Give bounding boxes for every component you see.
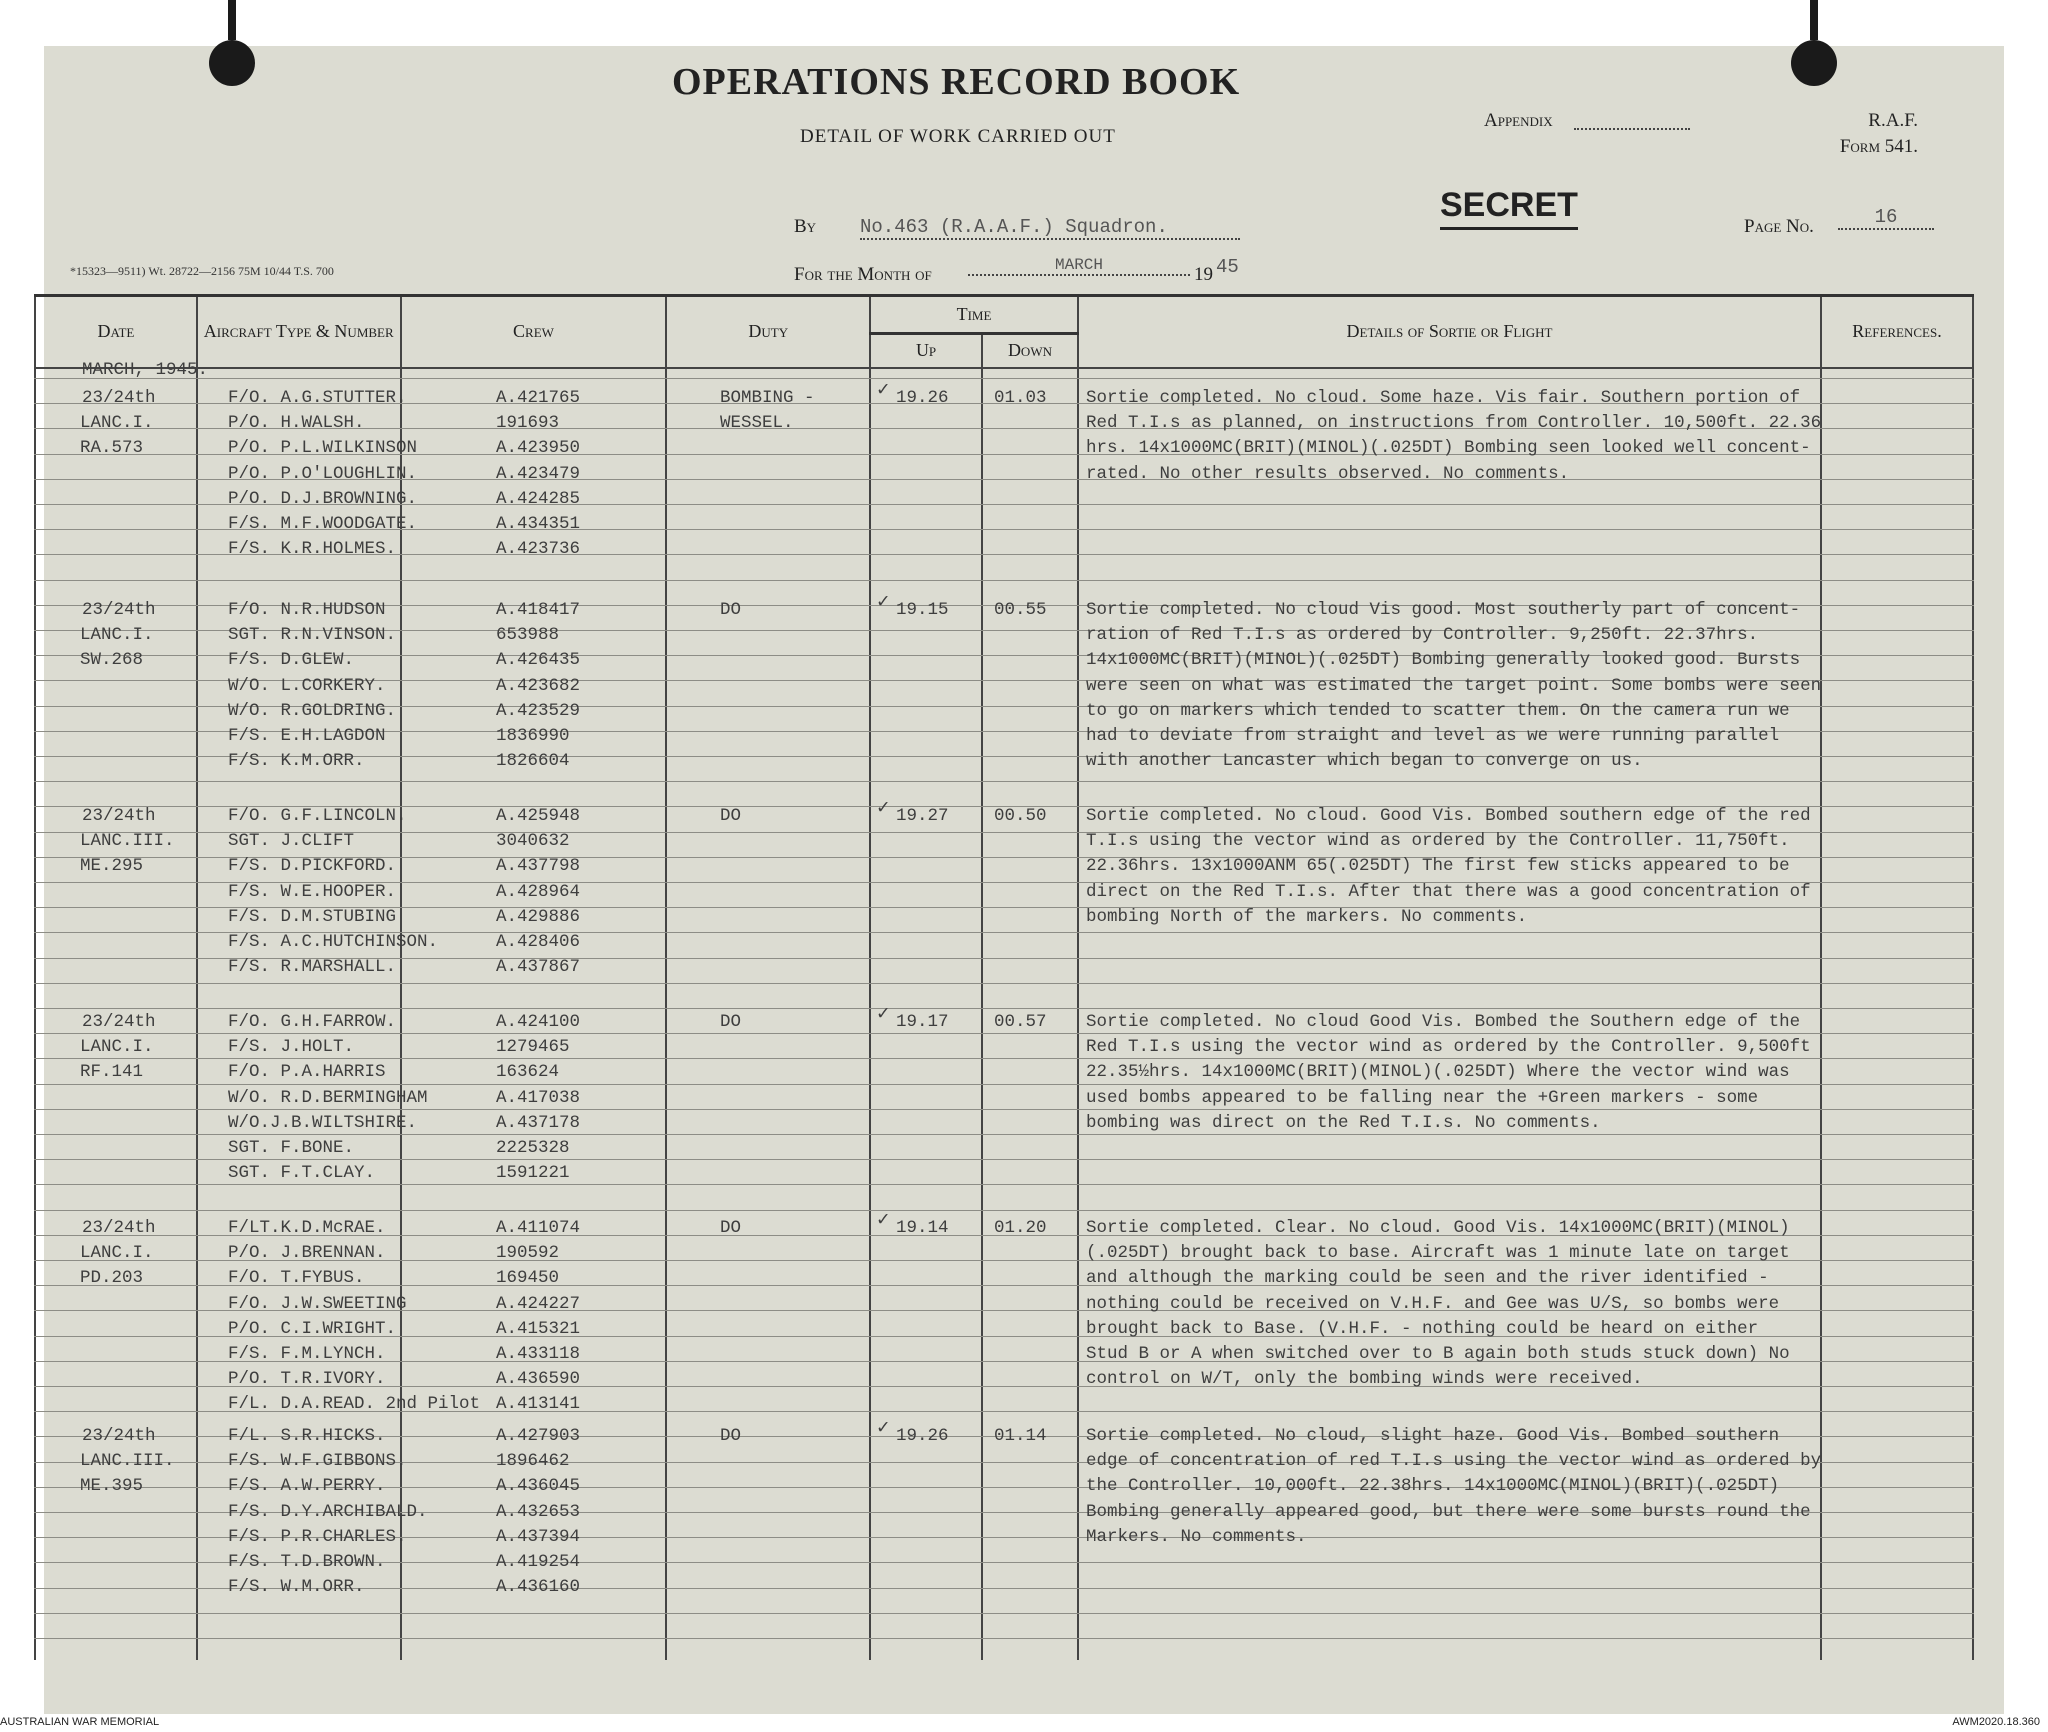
crew-number: 191693 <box>496 413 560 434</box>
time-up: 19.27 <box>896 806 949 826</box>
crew-number: A.436590 <box>496 1369 581 1390</box>
details-line: control on W/T, only the bombing winds were received. <box>1086 1369 1643 1390</box>
sortie-date: 23/24th <box>82 600 156 620</box>
duty-line: BOMBING - <box>720 388 815 408</box>
crew-number: A.418417 <box>496 600 581 620</box>
details-line: Sortie completed. No cloud Good Vis. Bombed the Southern edge of the <box>1086 1012 1801 1032</box>
crew-name: F/S. F.M.LYNCH. <box>228 1344 386 1364</box>
ruled-line <box>34 1159 1974 1160</box>
page-number: 16 <box>1838 206 1934 230</box>
details-line: and although the marking could be seen and the river identified - <box>1086 1268 1769 1289</box>
duty-line: WESSEL. <box>720 413 794 434</box>
crew-number: A.411074 <box>496 1218 581 1238</box>
ruled-line <box>34 1084 1974 1085</box>
sortie-date: 23/24th <box>82 1218 156 1238</box>
crew-number: 3040632 <box>496 831 570 852</box>
check-mark-icon: ✓ <box>876 1418 891 1438</box>
crew-name: F/O. N.R.HUDSON <box>228 600 386 620</box>
month-heading: MARCH, 1945. <box>82 360 209 380</box>
time-up: 19.15 <box>896 600 949 620</box>
details-line: had to deviate from straight and level as we were running parallel <box>1086 726 1780 746</box>
details-line: edge of concentration of red T.I.s using the vector wind as ordered by <box>1086 1451 1822 1472</box>
crew-number: A.437394 <box>496 1526 581 1547</box>
details-line: hrs. 14x1000MC(BRIT)(MINOL)(.025DT) Bombing seen looked well concent- <box>1086 438 1811 459</box>
col-down: Down <box>982 334 1078 368</box>
check-mark-icon: ✓ <box>876 1004 891 1024</box>
crew-name: F/O. T.FYBUS. <box>228 1268 365 1289</box>
crew-number: A.417038 <box>496 1087 581 1108</box>
aircraft-line: ME.295 <box>80 856 144 877</box>
aircraft-line: ME.395 <box>80 1476 144 1497</box>
aircraft-line: LANC.I. <box>80 1243 154 1264</box>
appendix-field <box>1574 128 1690 130</box>
crew-name: F/S. K.R.HOLMES. <box>228 539 397 560</box>
details-line: Sortie completed. No cloud. Some haze. Vis fair. Southern portion of <box>1086 388 1801 408</box>
crew-name: F/S. K.M.ORR. <box>228 751 365 772</box>
crew-number: 1896462 <box>496 1451 570 1472</box>
crew-name: SGT. F.BONE. <box>228 1138 355 1158</box>
details-line: Red T.I.s as planned, on instructions from Controller. 10,500ft. 22.36 <box>1086 413 1822 434</box>
ruled-line <box>34 1613 1974 1614</box>
crew-name: F/S. M.F.WOODGATE. <box>228 514 418 534</box>
crew-number: A.413141 <box>496 1394 581 1415</box>
crew-number: A.425948 <box>496 806 581 826</box>
crew-name: F/O. A.G.STUTTER. <box>228 388 407 408</box>
details-line: the Controller. 10,000ft. 22.38hrs. 14x1000MC(MINOL)(BRIT)(.025DT) <box>1086 1476 1780 1497</box>
details-line: bombing North of the markers. No comments. <box>1086 906 1528 927</box>
time-down: 00.57 <box>994 1012 1047 1032</box>
crew-name: F/L. S.R.HICKS. <box>228 1426 386 1446</box>
by-label: By <box>794 216 817 237</box>
crew-name: SGT. R.N.VINSON. <box>228 625 397 646</box>
crew-number: A.423682 <box>496 675 581 696</box>
crew-number: A.428406 <box>496 932 581 952</box>
crew-name: F/S. D.PICKFORD. <box>228 856 397 877</box>
crew-number: 1826604 <box>496 751 570 772</box>
form-number <box>1826 108 1918 160</box>
duty-line: DO <box>720 1426 742 1446</box>
time-down: 01.03 <box>994 388 1047 408</box>
details-line: were seen on what was estimated the target point. Some bombs were seen <box>1086 675 1822 696</box>
crew-number: 1836990 <box>496 726 570 746</box>
duty-line: DO <box>720 600 742 620</box>
sortie-date: 23/24th <box>82 1426 156 1446</box>
crew-name: F/S. D.GLEW. <box>228 650 355 671</box>
duty-line: DO <box>720 1012 742 1032</box>
aircraft-line: LANC.I. <box>80 625 154 646</box>
details-line: 14x1000MC(BRIT)(MINOL)(.025DT) Bombing generally looked good. Bursts <box>1086 650 1801 671</box>
form-line-2: Form 541. <box>1839 136 1918 157</box>
details-line: brought back to Base. (V.H.F. - nothing could be heard on either <box>1086 1318 1759 1339</box>
crew-name: F/S. T.D.BROWN. <box>228 1552 386 1572</box>
crew-name: F/S. W.F.GIBBONS. <box>228 1451 407 1472</box>
footer-institution: AUSTRALIAN WAR MEMORIAL <box>0 1716 160 1728</box>
crew-number: A.423479 <box>496 463 581 484</box>
time-down: 00.55 <box>994 600 1047 620</box>
crew-number: A.424285 <box>496 488 581 509</box>
crew-name: F/S. D.Y.ARCHIBALD. <box>228 1501 428 1522</box>
ruled-line <box>34 1134 1974 1135</box>
col-date: Date <box>35 296 197 368</box>
crew-name: P/O. D.J.BROWNING. <box>228 488 418 509</box>
crew-number: 190592 <box>496 1243 560 1264</box>
crew-name: W/O.J.B.WILTSHIRE. <box>228 1112 418 1133</box>
col-duty: Duty <box>666 296 870 368</box>
month-field: MARCH <box>968 256 1190 276</box>
details-line: ration of Red T.I.s as ordered by Controller. 9,250ft. 22.37hrs. <box>1086 625 1759 646</box>
ruled-line <box>34 1058 1974 1059</box>
col-time: Time <box>870 296 1078 334</box>
crew-number: A.424227 <box>496 1293 581 1314</box>
sortie-date: 23/24th <box>82 388 156 408</box>
crew-number: A.436160 <box>496 1577 581 1598</box>
col-details: Details of Sortie or Flight <box>1078 296 1821 368</box>
time-down: 01.20 <box>994 1218 1047 1238</box>
time-up: 19.14 <box>896 1218 949 1238</box>
aircraft-line: RA.573 <box>80 438 144 459</box>
crew-number: A.434351 <box>496 514 581 534</box>
crew-name: F/S. R.MARSHALL. <box>228 957 397 978</box>
crew-number: A.427903 <box>496 1426 581 1446</box>
details-line: rated. No other results observed. No comments. <box>1086 463 1570 484</box>
crew-number: A.423736 <box>496 539 581 560</box>
crew-number: 169450 <box>496 1268 560 1289</box>
crew-number: A.436045 <box>496 1476 581 1497</box>
duty-line: DO <box>720 1218 742 1238</box>
footer-reference: AWM2020.18.360 <box>1952 1716 2040 1728</box>
aircraft-line: LANC.III. <box>80 1451 175 1472</box>
details-line: nothing could be received on V.H.F. and Gee was U/S, so bombs were <box>1086 1293 1780 1314</box>
details-line: 22.35½hrs. 14x1000MC(BRIT)(MINOL)(.025DT) Where the vector wind was <box>1086 1062 1790 1083</box>
crew-name: P/O. P.O'LOUGHLIN. <box>228 463 418 484</box>
details-line: Stud B or A when switched over to B again both studs stuck down) No <box>1086 1344 1790 1364</box>
sortie-date: 23/24th <box>82 806 156 826</box>
crew-number: A.428964 <box>496 881 581 902</box>
crew-number: A.437178 <box>496 1112 581 1133</box>
ruled-line <box>34 983 1974 984</box>
details-line: Markers. No comments. <box>1086 1526 1307 1547</box>
crew-name: W/O. R.GOLDRING. <box>228 700 397 721</box>
ruled-line <box>34 580 1974 581</box>
crew-number: 2225328 <box>496 1138 570 1158</box>
details-line: 22.36hrs. 13x1000ANM 65(.025DT) The first few sticks appeared to be <box>1086 856 1790 877</box>
crew-name: F/O. P.A.HARRIS <box>228 1062 386 1083</box>
aircraft-line: RF.141 <box>80 1062 144 1083</box>
details-line: Red T.I.s using the vector wind as ordered by the Controller. 9,500ft <box>1086 1037 1811 1058</box>
duty-line: DO <box>720 806 742 826</box>
crew-name: P/O. J.BRENNAN. <box>228 1243 386 1264</box>
crew-name: F/S. E.H.LAGDON <box>228 726 386 746</box>
details-line: T.I.s using the vector wind as ordered by the Controller. 11,750ft. <box>1086 831 1790 852</box>
ruled-line <box>34 1638 1974 1639</box>
col-references: References. <box>1821 296 1973 368</box>
crew-name: F/S. W.E.HOOPER. <box>228 881 397 902</box>
time-down: 00.50 <box>994 806 1047 826</box>
page-subtitle: DETAIL OF WORK CARRIED OUT <box>800 126 1116 147</box>
crew-name: F/S. D.M.STUBING <box>228 906 397 927</box>
details-line: used bombs appeared to be falling near the +Green markers - some <box>1086 1087 1759 1108</box>
year-suffix: 45 <box>1216 256 1239 278</box>
page-number-label: Page No. <box>1744 216 1814 237</box>
crew-name: W/O. R.D.BERMINGHAM <box>228 1087 428 1108</box>
crew-name: F/S. W.M.ORR. <box>228 1577 365 1598</box>
time-down: 01.14 <box>994 1426 1047 1446</box>
form-line-1: R.A.F. <box>1868 110 1918 131</box>
details-line: Sortie completed. Clear. No cloud. Good Vis. 14x1000MC(BRIT)(MINOL) <box>1086 1218 1790 1238</box>
aircraft-line: LANC.I. <box>80 1037 154 1058</box>
ruled-line <box>34 1184 1974 1185</box>
aircraft-line: LANC.I. <box>80 413 154 434</box>
crew-name: F/O. G.H.FARROW. <box>228 1012 397 1032</box>
aircraft-line: SW.268 <box>80 650 144 671</box>
crew-number: 163624 <box>496 1062 560 1083</box>
crew-name: P/O. H.WALSH. <box>228 413 365 434</box>
details-line: (.025DT) brought back to base. Aircraft was 1 minute late on target <box>1086 1243 1790 1264</box>
crew-number: A.429886 <box>496 906 581 927</box>
crew-name: P/O. P.L.WILKINSON <box>228 438 418 459</box>
details-line: Bombing generally appeared good, but there were some bursts round the <box>1086 1501 1811 1522</box>
ruled-line <box>34 781 1974 782</box>
crew-name: F/S. J.HOLT. <box>228 1037 355 1058</box>
col-crew: Crew <box>401 296 667 368</box>
crew-number: 653988 <box>496 625 560 646</box>
sortie-date: 23/24th <box>82 1012 156 1032</box>
squadron-field: No.463 (R.A.A.F.) Squadron. <box>860 216 1240 240</box>
details-line: Sortie completed. No cloud. Good Vis. Bombed southern edge of the red <box>1086 806 1811 826</box>
crew-name: SGT. F.T.CLAY. <box>228 1163 376 1184</box>
check-mark-icon: ✓ <box>876 1210 891 1230</box>
page-title: OPERATIONS RECORD BOOK <box>672 61 1241 103</box>
crew-number: A.424100 <box>496 1012 581 1032</box>
ruled-line <box>34 378 1974 379</box>
crew-name: F/S. A.C.HUTCHINSON. <box>228 932 439 952</box>
details-line: to go on markers which tended to scatter them. On the camera run we <box>1086 700 1790 721</box>
month-label: For the Month of <box>794 264 932 285</box>
binder-hole-left <box>209 0 255 100</box>
crew-name: F/O. J.W.SWEETING <box>228 1293 407 1314</box>
crew-name: F/L. D.A.READ. 2nd Pilot <box>228 1394 481 1415</box>
crew-name: P/O. T.R.IVORY. <box>228 1369 386 1390</box>
details-line: bombing was direct on the Red T.I.s. No comments. <box>1086 1112 1601 1133</box>
check-mark-icon: ✓ <box>876 798 891 818</box>
details-line: Sortie completed. No cloud Vis good. Most southerly part of concent- <box>1086 600 1801 620</box>
crew-name: SGT. J.CLIFT <box>228 831 355 852</box>
details-line: direct on the Red T.I.s. After that there was a good concentration of <box>1086 881 1811 902</box>
crew-number: 1591221 <box>496 1163 570 1184</box>
crew-number: A.423950 <box>496 438 581 459</box>
appendix-label: Appendix <box>1484 110 1553 131</box>
crew-name: P/O. C.I.WRIGHT. <box>228 1318 397 1339</box>
crew-number: A.426435 <box>496 650 581 671</box>
details-line: with another Lancaster which began to converge on us. <box>1086 751 1643 772</box>
ruled-line <box>34 1210 1974 1211</box>
time-up: 19.26 <box>896 1426 949 1446</box>
crew-name: F/O. G.F.LINCOLN. <box>228 806 407 826</box>
crew-number: A.437867 <box>496 957 581 978</box>
crew-name: F/S. P.R.CHARLES. <box>228 1526 407 1547</box>
details-line: Sortie completed. No cloud, slight haze. Good Vis. Bombed southern <box>1086 1426 1780 1446</box>
crew-number: A.423529 <box>496 700 581 721</box>
ruled-line <box>34 1033 1974 1034</box>
aircraft-line: LANC.III. <box>80 831 175 852</box>
time-up: 19.17 <box>896 1012 949 1032</box>
crew-number: A.433118 <box>496 1344 581 1364</box>
col-aircraft: Aircraft Type & Number <box>197 296 401 368</box>
ruled-line <box>34 1008 1974 1009</box>
crew-number: A.421765 <box>496 388 581 408</box>
binder-hole-right <box>1791 0 1837 100</box>
aircraft-line: PD.203 <box>80 1268 144 1289</box>
ruled-line <box>34 1109 1974 1110</box>
time-up: 19.26 <box>896 388 949 408</box>
secret-stamp: SECRET <box>1440 186 1578 230</box>
crew-number: A.437798 <box>496 856 581 877</box>
crew-name: F/LT.K.D.McRAE. <box>228 1218 386 1238</box>
col-up: Up <box>870 334 982 368</box>
check-mark-icon: ✓ <box>876 592 891 612</box>
year-prefix: 19 <box>1194 264 1213 285</box>
crew-name: W/O. L.CORKERY. <box>228 675 386 696</box>
crew-number: 1279465 <box>496 1037 570 1058</box>
crew-name: F/S. A.W.PERRY. <box>228 1476 386 1497</box>
check-mark-icon: ✓ <box>876 380 891 400</box>
print-code: *15323—9511) Wt. 28722—2156 75M 10/44 T.S. 700 <box>70 264 334 278</box>
crew-number: A.419254 <box>496 1552 581 1572</box>
crew-number: A.432653 <box>496 1501 581 1522</box>
crew-number: A.415321 <box>496 1318 581 1339</box>
